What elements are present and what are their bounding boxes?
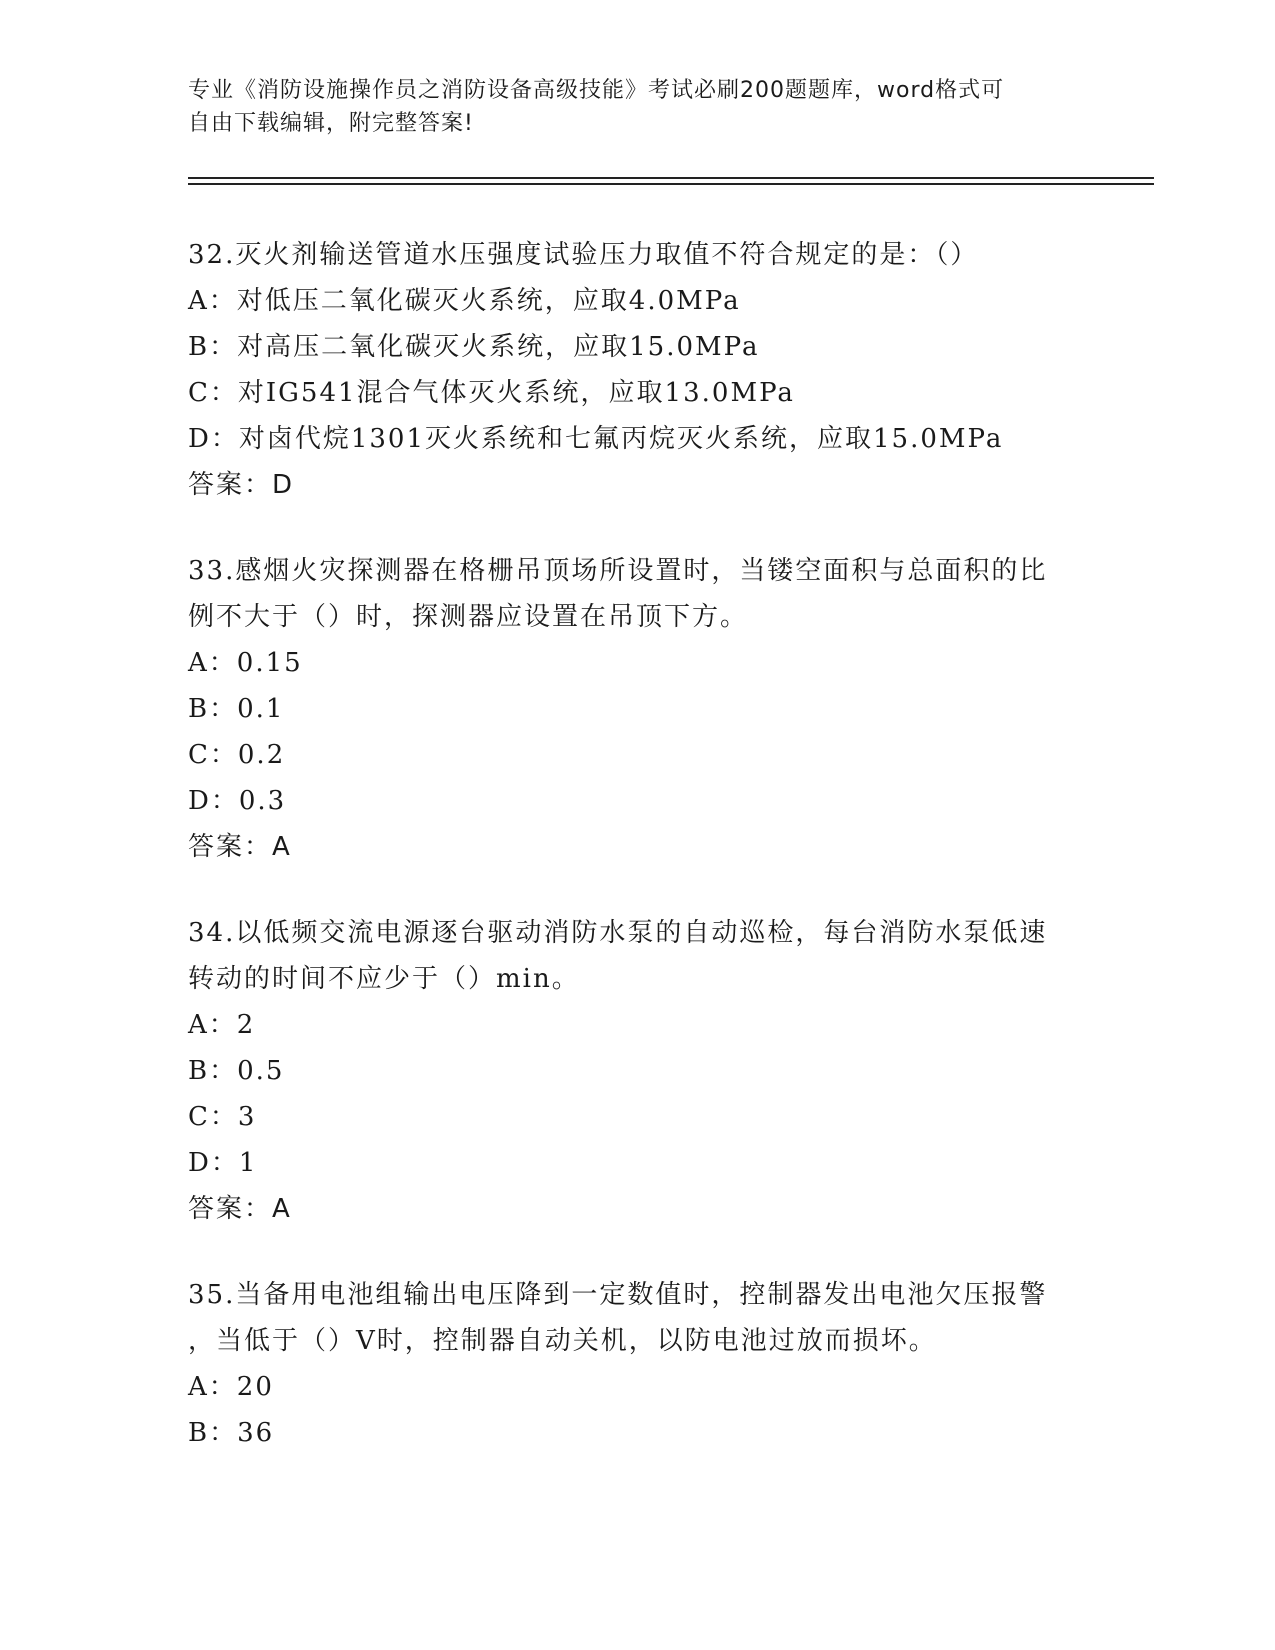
question-block xyxy=(188,232,1088,508)
question-option: A：0.15 xyxy=(188,648,303,678)
question-option: D：0.3 xyxy=(188,786,287,816)
question-option: B：0.5 xyxy=(188,1056,285,1086)
document-header xyxy=(188,74,1068,140)
question-stem-line: 例不大于（）时，探测器应设置在吊顶下方。 xyxy=(188,602,749,632)
question-answer: 答案：A xyxy=(188,832,292,862)
header-divider-bottom xyxy=(188,183,1154,185)
question-option: C：对IG541混合气体灭火系统，应取13.0MPa xyxy=(188,378,795,408)
question-answer: 答案：A xyxy=(188,1194,292,1224)
question-option: D：1 xyxy=(188,1148,258,1178)
question-option: A：20 xyxy=(188,1372,274,1402)
question-option: C：3 xyxy=(188,1102,257,1132)
header-divider-top xyxy=(188,177,1154,179)
header-line-2: 自由下载编辑，附完整答案! xyxy=(188,111,474,136)
question-stem-line: 34.以低频交流电源逐台驱动消防水泵的自动巡检，每台消防水泵低速 xyxy=(188,918,1048,948)
question-stem-line: 35.当备用电池组输出电压降到一定数值时，控制器发出电池欠压报警 xyxy=(188,1280,1048,1310)
question-option: B：对高压二氧化碳灭火系统，应取15.0MPa xyxy=(188,332,760,362)
question-block xyxy=(188,910,1088,1232)
question-block xyxy=(188,1272,1088,1456)
question-stem-line: ，当低于（）V时，控制器自动关机，以防电池过放而损坏。 xyxy=(188,1326,937,1356)
question-option: A：对低压二氧化碳灭火系统，应取4.0MPa xyxy=(188,286,741,316)
question-stem-line: 转动的时间不应少于（）min。 xyxy=(188,964,580,994)
question-option: B：0.1 xyxy=(188,694,285,724)
question-answer: 答案：D xyxy=(188,470,295,500)
question-option: D：对卤代烷1301灭火系统和七氟丙烷灭火系统，应取15.0MPa xyxy=(188,424,1004,454)
question-option: B：36 xyxy=(188,1418,275,1448)
question-block xyxy=(188,548,1088,870)
question-stem-line: 32.灭火剂输送管道水压强度试验压力取值不符合规定的是：（） xyxy=(188,240,979,270)
question-option: A：2 xyxy=(188,1010,256,1040)
question-stem-line: 33.感烟火灾探测器在格栅吊顶场所设置时，当镂空面积与总面积的比 xyxy=(188,556,1048,586)
header-line-1: 专业《消防设施操作员之消防设备高级技能》考试必刷200题题库，word格式可 xyxy=(188,78,1005,103)
question-list xyxy=(188,232,1088,1496)
question-option: C：0.2 xyxy=(188,740,286,770)
